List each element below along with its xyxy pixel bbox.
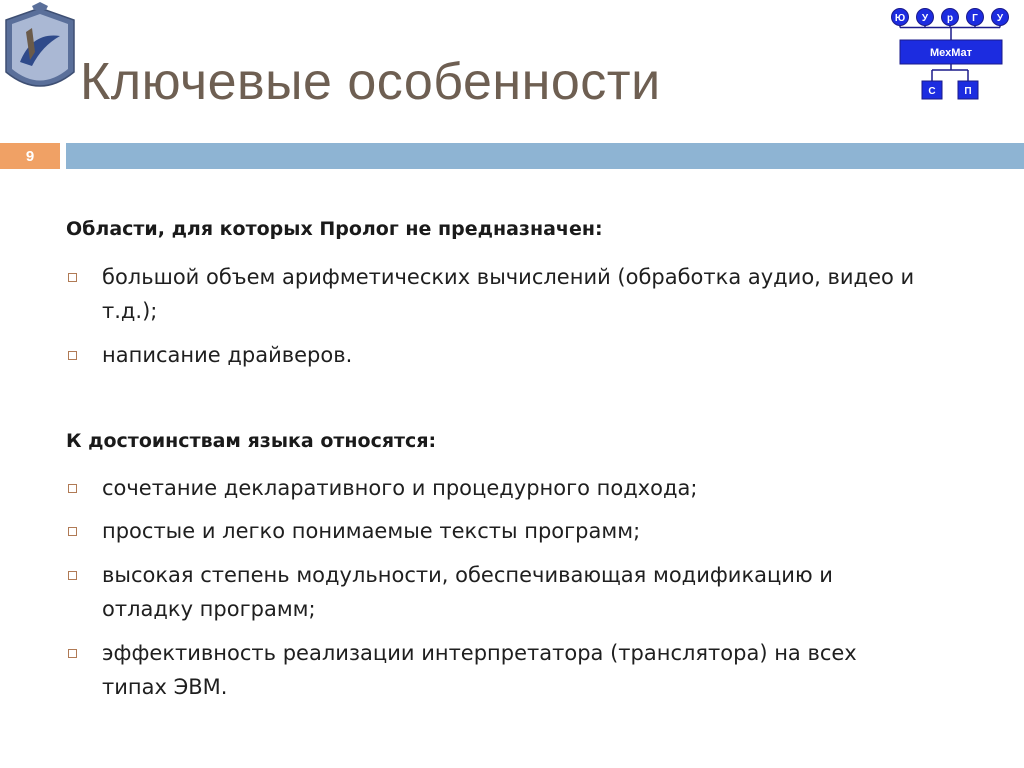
mechmat-letter-circle (892, 9, 909, 26)
list-item-text: написание драйверов. (102, 343, 353, 367)
svg-text:С: С (928, 86, 936, 97)
mechmat-letter-box (958, 81, 978, 99)
list-item-text: простые и легко понимаемые тексты программ; (102, 519, 641, 543)
svg-text:У: У (921, 12, 929, 24)
mechmat-center-box (900, 40, 1002, 64)
mechmat-letter-circle (967, 9, 984, 26)
mechmat-letter-circle (917, 9, 934, 26)
square-bullet-icon (68, 571, 77, 580)
list-item-text: сочетание декларативного и процедурного подхода; (102, 476, 698, 500)
page-title: Ключевые особенности (80, 53, 661, 111)
mechmat-logo (886, 4, 1018, 106)
list-item-text: высокая степень модульности, обеспечивающая модификацию и отладку программ; (102, 563, 833, 621)
square-bullet-icon (68, 484, 77, 493)
mechmat-letter-box (922, 81, 942, 99)
svg-text:Г: Г (972, 12, 978, 24)
mechmat-letter-circle (992, 9, 1009, 26)
svg-text:У: У (996, 12, 1004, 24)
svg-text:Ю: Ю (894, 12, 906, 24)
university-emblem (2, 2, 78, 102)
square-bullet-icon (68, 527, 77, 536)
section-heading: К достоинствам языка относятся: (66, 430, 437, 452)
section-heading: Области, для которых Пролог не предназначен: (66, 218, 603, 240)
slide-number: 9 (0, 143, 60, 169)
svg-text:р: р (946, 12, 954, 24)
list-item-text: большой объем арифметических вычислений (обработка аудио, видео и т.д.); (102, 265, 915, 323)
square-bullet-icon (68, 649, 77, 658)
accent-bar (66, 143, 1024, 169)
mechmat-letter-circle (942, 9, 959, 26)
list-item-text: эффективность реализации интерпретатора (транслятора) на всех типах ЭВМ. (102, 641, 857, 699)
svg-text:П: П (964, 86, 972, 97)
svg-text:МехМат: МехМат (929, 47, 973, 59)
square-bullet-icon (68, 273, 77, 282)
square-bullet-icon (68, 351, 77, 360)
